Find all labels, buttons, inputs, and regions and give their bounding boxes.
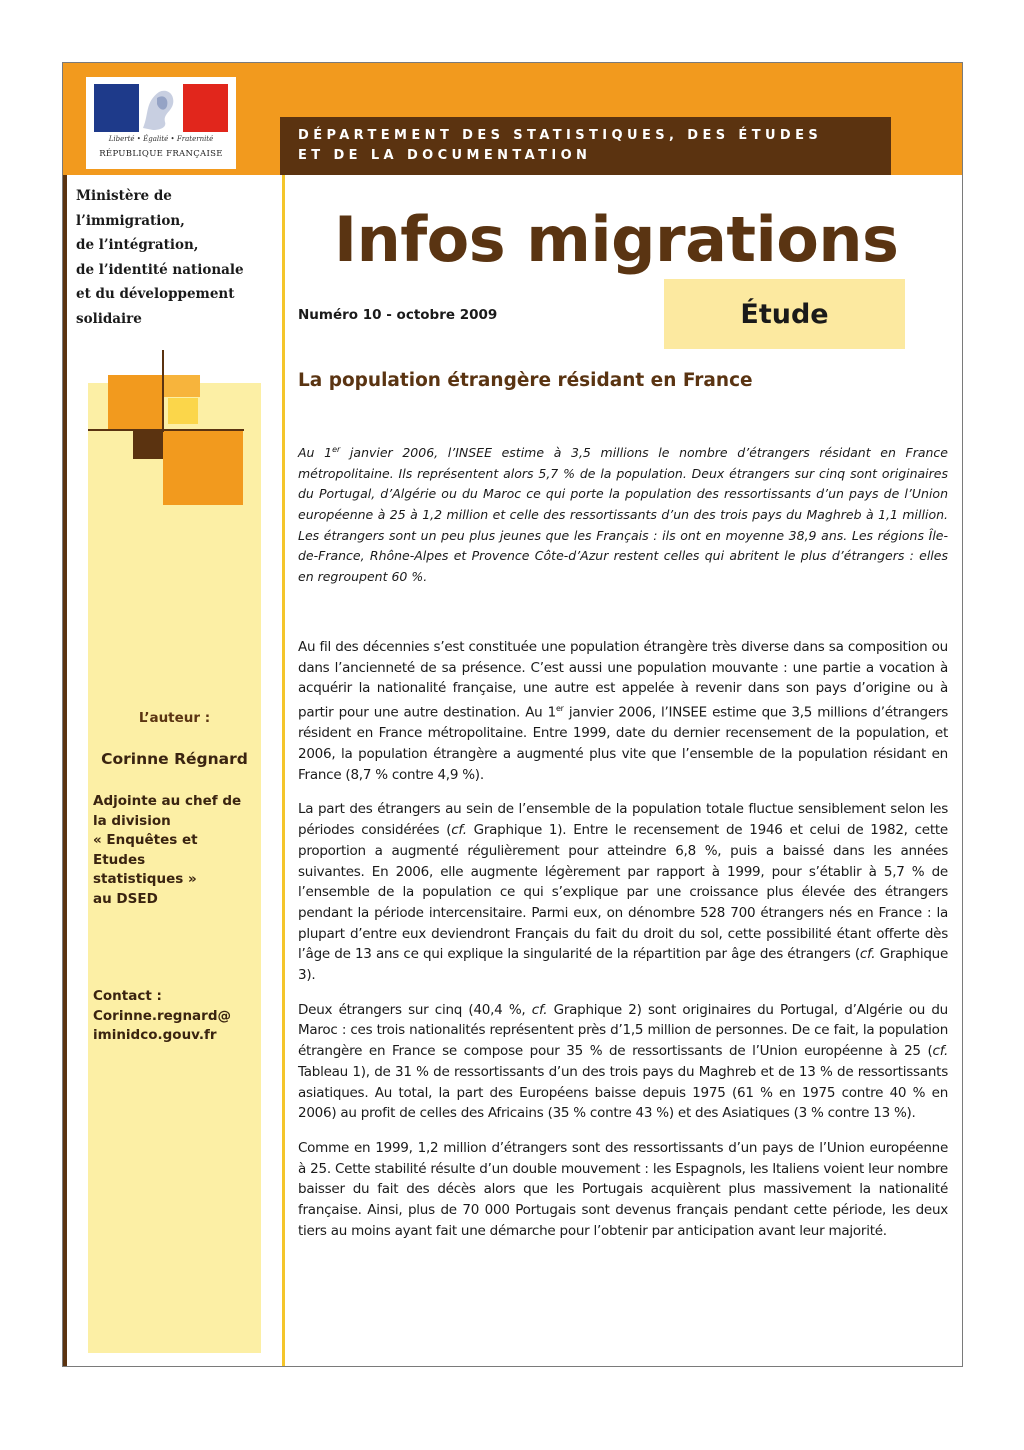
publication-title: Infos migrations bbox=[334, 203, 899, 276]
cf-reference: cf. bbox=[859, 946, 876, 963]
marianne-logo-icon bbox=[94, 84, 228, 132]
cf-reference: cf. bbox=[531, 1001, 548, 1018]
ministry-line: et du développement bbox=[76, 286, 235, 302]
text-run: La part des étrangers au sein de l’ensemble de la population totale fluctue sensiblement selon les périodes considérées ( bbox=[298, 801, 948, 839]
cf-reference: cf. bbox=[451, 822, 467, 839]
author-name: Corinne Régnard bbox=[101, 750, 248, 768]
logo-motto: Liberté • Égalité • Fraternité bbox=[108, 135, 214, 143]
author-role-line: « Enquêtes et bbox=[93, 832, 198, 849]
abstract bbox=[298, 440, 948, 587]
author-label: L’auteur : bbox=[138, 710, 211, 726]
contact-email-domain[interactable]: iminidco.gouv.fr bbox=[93, 1027, 217, 1044]
republique-francaise-logo bbox=[86, 77, 236, 169]
department-line-2: ET DE LA DOCUMENTATION bbox=[298, 148, 592, 163]
paragraph bbox=[298, 1000, 948, 1124]
author-role-line: Etudes bbox=[93, 851, 146, 868]
paragraph bbox=[298, 637, 948, 785]
text-run: Graphique 3). bbox=[298, 946, 948, 984]
ministry-line: de l’intégration, bbox=[76, 237, 199, 253]
author-role-line: Adjointe au chef de bbox=[93, 793, 242, 809]
abstract-text: Au 1 bbox=[298, 445, 333, 461]
author-role bbox=[93, 792, 258, 910]
abstract-text: janvier 2006, l’INSEE estime à 3,5 millions le nombre d’étrangers résidant en France métropolitaine. Ils représentent alors 5,7 % de la population. Deux étrangers sur cinq sont originaires du Portugal, d’Algérie ou du Maroc ce qui porte la population des ressortissants d’un pays de l’Union européenne à 25 à 1,2 million et celle des ressortissants d’un des trois pays du Maghreb à 1,1 million. Les étrangers sont un peu plus jeunes que les Français : ils ont en moyenne 38,9 ans. Les régions Île-de-France, Rhône-Alpes et Provence Côte-d’Azur restent celles qui abritent le plus d’étrangers : elles en regroupent 60 %. bbox=[298, 445, 948, 584]
gold-column-divider bbox=[282, 175, 285, 1366]
text-run: Au fil des décennies s’est constituée une population étrangère très diverse dans sa composition ou dans l’ancienneté de sa présence. C’est aussi une population mouvante : une partie a vocation à acquérir la nationalité française, une autre est appelée à revenir dans son pays d’origine ou à partir pour une autre destination. Au 1 bbox=[298, 639, 948, 721]
decorative-squares bbox=[88, 350, 248, 510]
text-run: Graphique 1). Entre le recensement de 1946 et celui de 1982, cette proportion a augmenté régulièrement pour atteindre 6,8 %, puis a baissé dans les années suivantes. En 2006, elle augmente légèrement par rapport à 1999, pour s’établir à 5,7 % de l’ensemble de la population ce qui s’explique par une croissance plus élevée des étrangers pendant la période intercensitaire. Parmi eux, on dénombre 528 700 étrangers nés en France : la plupart d’entre eux deviendront Français du fait du droit du sol, cette possibilité étant offerte dès l’âge de 13 ans ce qui explique la singularité de la répartition par âge des étrangers ( bbox=[298, 822, 948, 963]
ministry-name bbox=[76, 184, 281, 331]
left-border-line bbox=[63, 175, 67, 1366]
contact-email[interactable]: Corinne.regnard@ bbox=[93, 1007, 231, 1024]
superscript: er bbox=[555, 704, 564, 714]
author-role-line: la division bbox=[93, 812, 171, 829]
logo-country: RÉPUBLIQUE FRANÇAISE bbox=[99, 149, 223, 159]
article-headline: La population étrangère résidant en France bbox=[298, 370, 753, 391]
text-run: Graphique 2) sont originaires du Portugal, d’Algérie ou du Maroc : ces trois nationalités représentent près d’1,5 million de personnes. De ce fait, la population étrangère en France se compose pour 35 % de ressortissants de l’Union européenne à 25 ( bbox=[298, 1001, 948, 1060]
abstract-superscript: er bbox=[332, 445, 341, 454]
author-role-line: au DSED bbox=[93, 890, 158, 907]
contact-label: Contact : bbox=[93, 988, 162, 1004]
ministry-line: solidaire bbox=[76, 310, 142, 327]
department-line-1: DÉPARTEMENT DES STATISTIQUES, DES ÉTUDES bbox=[298, 128, 823, 143]
article-body bbox=[298, 637, 948, 1255]
text-run: Deux étrangers sur cinq (40,4 %, bbox=[298, 1001, 532, 1018]
category-label: Étude bbox=[664, 279, 905, 349]
contact-info bbox=[93, 987, 261, 1046]
cf-reference: cf. bbox=[932, 1043, 948, 1060]
ministry-line: Ministère de l’immigration, bbox=[76, 188, 185, 229]
department-name bbox=[298, 126, 878, 166]
paragraph bbox=[298, 799, 948, 985]
issue-number: Numéro 10 - octobre 2009 bbox=[298, 307, 498, 323]
ministry-line: de l’identité nationale bbox=[76, 261, 244, 278]
paragraph bbox=[298, 1138, 948, 1242]
department-band-end bbox=[891, 117, 962, 175]
text-run: janvier 2006, l’INSEE estime que 3,5 millions d’étrangers résident en France métropolitaine. Entre 1999, date du dernier recensement de la population, et 2006, la population étrangère a augmenté plus vite que l’ensemble de la population résidant en France (8,7 % contre 4,9 %). bbox=[298, 704, 948, 783]
author-role-line: statistiques » bbox=[93, 871, 197, 888]
text-run: Comme en 1999, 1,2 million d’étrangers sont des ressortissants d’un pays de l’Union européenne à 25. Cette stabilité résulte d’un double mouvement : les Espagnols, les Italiens voient leur nombre baisser du fait des décès alors que les Portugais acquièrent plus massivement la nationalité française. Ainsi, plus de 70 000 Portugais sont devenus français pendant cette période, les deux tiers au moins ayant fait une démarche pour l’obtenir par anticipation avant leur majorité. bbox=[298, 1139, 948, 1239]
text-run: Tableau 1), de 31 % de ressortissants d’un des trois pays du Maghreb et de 13 % de ressortissants asiatiques. Au total, la part des Européens baisse depuis 1975 (61 % en 1975 contre 40 % en 2006) au profit de celles des Africains (35 % contre 43 %) et des Asiatiques (3 % contre 13 %). bbox=[298, 1063, 948, 1122]
